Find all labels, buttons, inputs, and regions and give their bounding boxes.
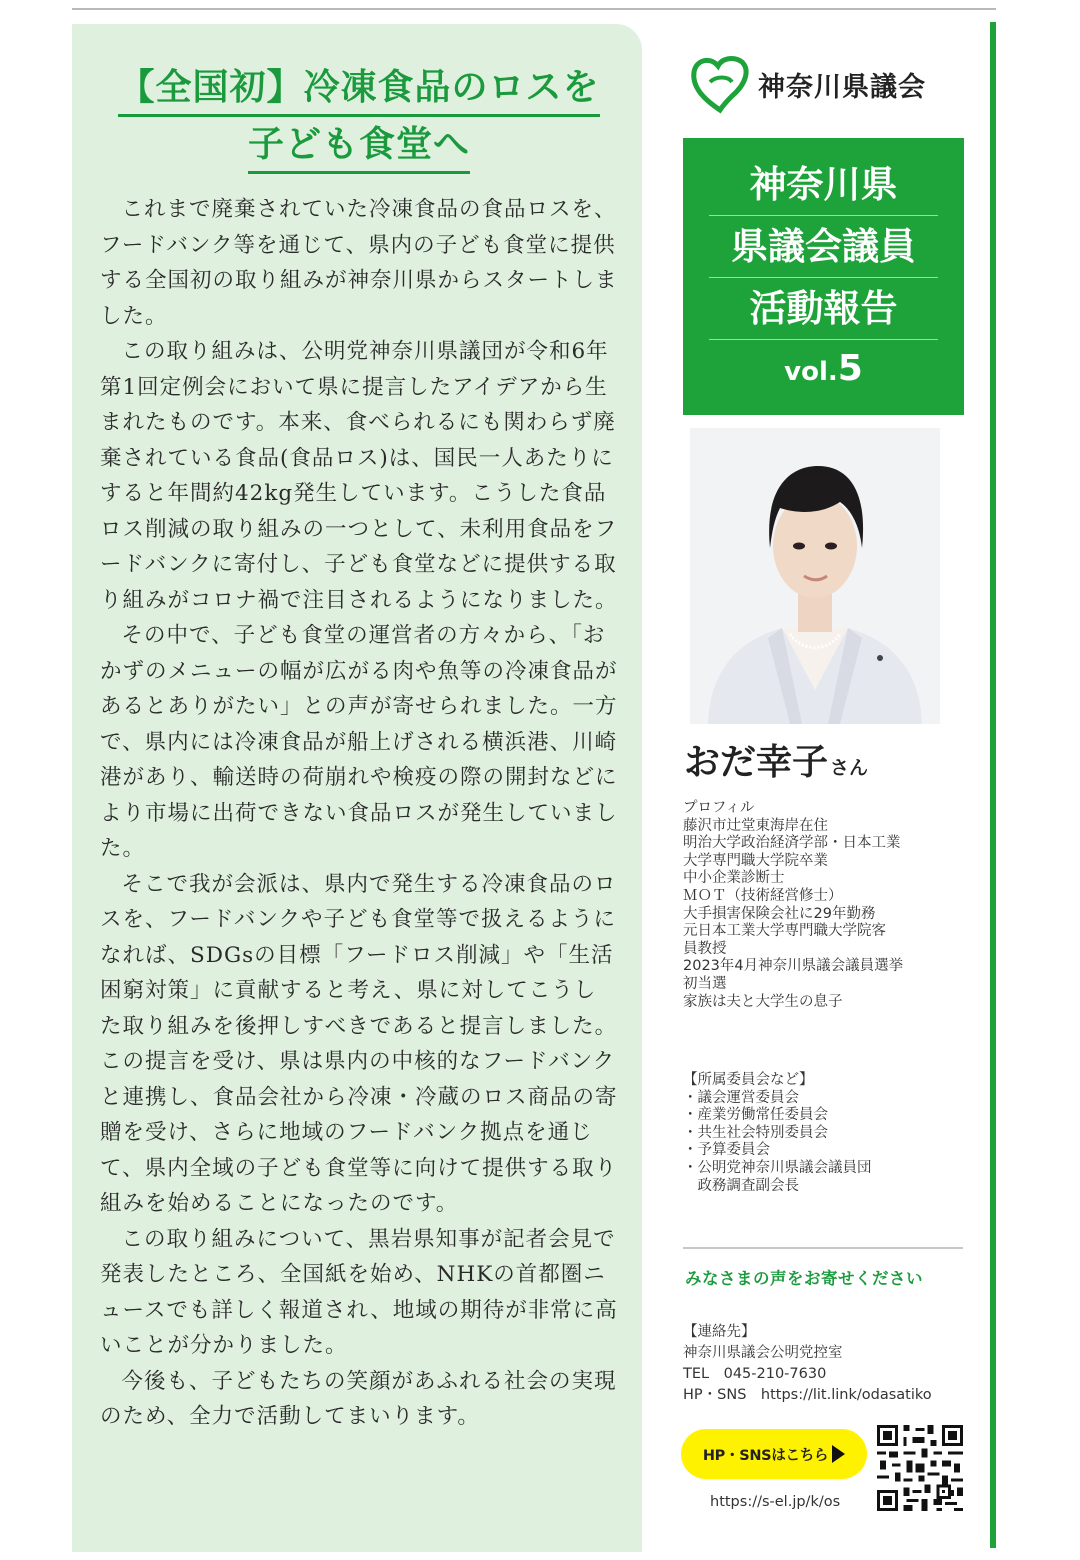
member-portrait <box>690 428 940 724</box>
profile-line: 2023年4月神奈川県議会議員選挙 <box>683 958 904 975</box>
right-accent-bar <box>990 22 996 1548</box>
profile-line: 大手損害保険会社に29年勤務 <box>683 905 876 922</box>
member-name <box>684 734 868 785</box>
badge-volume <box>709 340 938 401</box>
top-divider <box>72 8 996 10</box>
assembly-logo <box>688 48 968 120</box>
profile-line: 元日本工業大学専門職大学院客 <box>683 923 886 940</box>
profile-line: ＭＯＴ（技術経営修士） <box>683 887 843 904</box>
badge-line-3: 活動報告 <box>709 278 938 340</box>
contact-office: 神奈川県議会公明党控室 <box>683 1345 843 1361</box>
contact-hp-link[interactable]: HP・SNS https://lit.link/odasatiko <box>683 1387 932 1403</box>
article-paragraph: 今後も、子どもたちの笑顔があふれる社会の実現のため、全力で活動してまいります。 <box>100 1368 617 1429</box>
badge-line-2: 県議会議員 <box>709 216 938 278</box>
member-honorific: さん <box>830 757 869 779</box>
qr-code-icon[interactable] <box>877 1425 963 1511</box>
voice-call-text: みなさまの声をお寄せください <box>685 1269 923 1288</box>
section-divider <box>683 1247 963 1249</box>
profile-section <box>683 800 973 1011</box>
article-paragraph: この取り組みについて、黒岩県知事が記者会見で発表したところ、全国紙を始め、NHKの首都圏ニュースでも詳しく報道され、地域の期待が非常に高いことが分かりました。 <box>100 1226 618 1358</box>
profile-line: 明治大学政治経済学部・日本工業 <box>683 835 901 852</box>
committee-line: ・予算委員会 <box>683 1142 770 1159</box>
article-body <box>100 192 618 1435</box>
volume-number: 5 <box>837 348 863 389</box>
profile-line: 大学専門職大学院卒業 <box>683 852 828 869</box>
profile-line: 藤沢市辻堂東海岸在住 <box>683 817 828 834</box>
hp-sns-button-label: HP・SNSはこちら <box>702 1447 829 1464</box>
article-paragraph: これまで廃棄されていた冷凍食品の食品ロスを、フードバンク等を通じて、県内の子ども食堂に提供する全国初の取り組みが神奈川県からスタートしました。 <box>100 197 618 329</box>
profile-line: 家族は夫と大学生の息子 <box>683 993 843 1010</box>
member-name-text: おだ幸子 <box>684 742 829 783</box>
committee-heading: 【所属委員会など】 <box>683 1072 814 1088</box>
committee-section <box>683 1072 973 1195</box>
committee-line: 政務調査副会長 <box>683 1177 799 1194</box>
heart-leaf-logo-icon <box>688 52 752 116</box>
profile-heading: プロフィル <box>683 800 755 816</box>
hp-sns-button[interactable] <box>681 1429 867 1479</box>
committee-line: ・産業労働常任委員会 <box>683 1107 828 1124</box>
article-title-line2: 子ども食堂へ <box>248 119 470 174</box>
volume-prefix: vol. <box>784 357 838 387</box>
report-badge <box>683 138 964 415</box>
logo-text: 神奈川県議会 <box>758 71 926 103</box>
committee-line: ・議会運営委員会 <box>683 1089 799 1106</box>
portrait-illustration <box>690 428 940 724</box>
short-url-link[interactable]: https://s-el.jp/k/os <box>710 1494 841 1510</box>
article-title <box>100 60 618 174</box>
profile-line: 員教授 <box>683 940 727 957</box>
play-arrow-icon <box>832 1445 845 1463</box>
contact-section <box>683 1322 973 1406</box>
committee-line: ・公明党神奈川県議会議員団 <box>683 1159 872 1176</box>
profile-line: 初当選 <box>683 975 727 992</box>
article-paragraph: その中で、子ども食堂の運営者の方々から、「おかずのメニューの幅が広がる肉や魚等の冷凍食品があるとありがたい」との声が寄せられました。一方で、県内には冷凍食品が船上げされる横浜港、川崎港があり、輸送時の荷崩れや検疫の際の開封などにより市場に出荷できない食品ロスが発生していました。 <box>100 623 618 861</box>
article-paragraph: そこで我が会派は、県内で発生する冷凍食品のロスを、フードバンクや子ども食堂等で扱えるようになれば、SDGsの目標「フードロス削減」や「生活困窮対策」に貢献すると考え、県に対してこうした取り組みを後押しすべきであると提言しました。この提言を受け、県は県内の中核的なフードバンクと連携し、食品会社から冷凍・冷蔵のロス商品の寄贈を受け、さらに地域のフードバンク拠点を通じて、県内全域の子ども食堂等に向けて提供する取り組みを始めることになったのです。 <box>100 871 618 1216</box>
article-title-line1: 【全国初】冷凍食品のロスを <box>118 62 599 117</box>
committee-line: ・共生社会特別委員会 <box>683 1124 828 1141</box>
contact-heading: 【連絡先】 <box>683 1324 756 1340</box>
article-panel <box>72 24 642 1552</box>
badge-line-1: 神奈川県 <box>709 154 938 216</box>
contact-tel: TEL 045-210-7630 <box>683 1366 827 1382</box>
article-paragraph: この取り組みは、公明党神奈川県議団が令和6年第1回定例会において県に提言したアイデアから生まれたものです。本来、食べられるにも関わらず廃棄されている食品(食品ロス)は、国民一人あたりにすると年間約42kg発生しています。こうした食品ロス削減の取り組みの一つとして、未利用食品をフードバンクに寄付し、子ども食堂などに提供する取り組みがコロナ禍で注目されるようになりました。 <box>100 339 618 613</box>
profile-line: 中小企業診断士 <box>683 870 785 887</box>
